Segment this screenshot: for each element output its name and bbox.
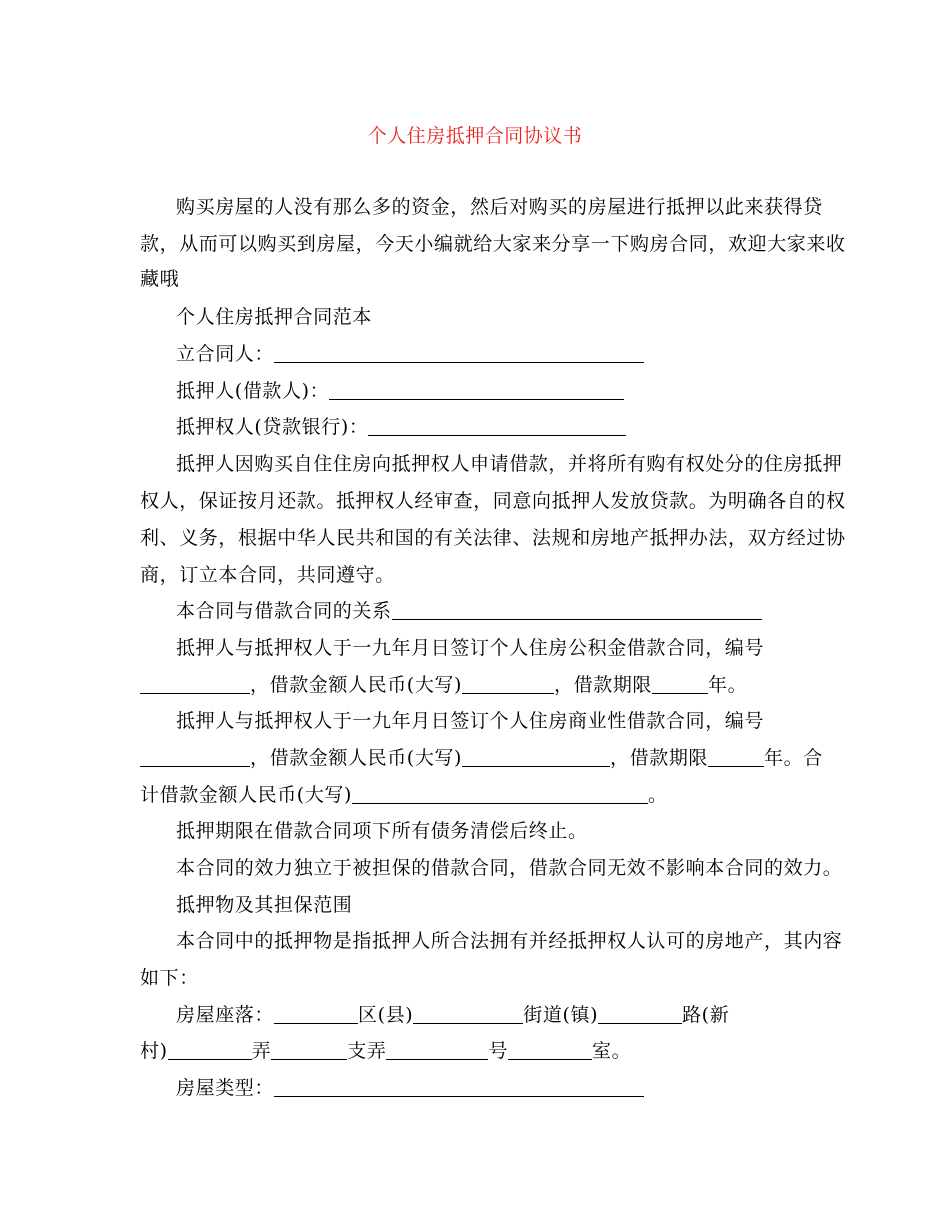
para1-line-1: 抵押人因购买自住住房向抵押权人申请借款，并将所有购有权处分的住房抵押 xyxy=(176,453,843,475)
loan1-number-blank xyxy=(140,674,250,694)
intro-line-1: 购买房屋的人没有那么多的资金，然后对购买的房屋进行抵押以此来获得贷 xyxy=(176,196,823,218)
house-type-blank xyxy=(274,1077,644,1097)
collateral-line-1: 本合同中的抵押物是指抵押人所合法拥有并经抵押权人认可的房地产，其内容 xyxy=(176,930,843,952)
loan1-line-2 xyxy=(140,673,812,697)
address-village: 村) xyxy=(140,1040,168,1062)
para1-line-3: 利、义务，根据中华人民共和国的有关法律、法规和房地产抵押办法，双方经过协 xyxy=(140,527,846,549)
address-lane: 弄 xyxy=(251,1040,272,1062)
loan1-amount-label: ，借款金额人民币(大写) xyxy=(250,674,463,696)
mortgagee-label: 抵押权人(贷款银行)： xyxy=(176,416,369,438)
address-street-blank xyxy=(413,1004,523,1024)
collateral-line-2: 如下： xyxy=(140,967,199,989)
para1-line-2: 权人，保证按月还款。抵押权人经审查，同意向抵押人发放贷款。为明确各自的权 xyxy=(140,490,846,512)
loan2-year-label: 年。合 xyxy=(764,747,823,769)
independence-line: 本合同的效力独立于被担保的借款合同，借款合同无效不影响本合同的效力。 xyxy=(176,857,843,879)
para1-line-4: 商，订立本合同，共同遵守。 xyxy=(140,564,395,586)
mortgagor-label: 抵押人(借款人)： xyxy=(176,380,330,402)
house-type-row xyxy=(176,1076,812,1100)
mortgagor-blank xyxy=(329,380,624,400)
loan1-year-label: 年。 xyxy=(708,674,748,696)
document-title: 个人住房抵押合同协议书 xyxy=(367,125,583,147)
relation-label: 本合同与借款合同的关系 xyxy=(176,600,392,622)
intro-line-2: 款，从而可以购买到房屋，今天小编就给大家来分享一下购房合同，欢迎大家来收 xyxy=(140,233,846,255)
collateral-heading: 抵押物及其担保范围 xyxy=(176,894,353,916)
loan2-term-label: ，借款期限 xyxy=(610,747,709,769)
loan1-amount-blank xyxy=(462,674,554,694)
address-sublane-blank xyxy=(271,1040,347,1060)
address-line-1 xyxy=(176,1003,812,1027)
house-type-label: 房屋类型： xyxy=(176,1077,275,1099)
address-number-blank xyxy=(386,1040,488,1060)
address-district-blank xyxy=(274,1004,358,1024)
loan2-line-3 xyxy=(140,783,812,807)
contract-party-blank xyxy=(274,343,644,363)
loan2-end: 。 xyxy=(648,784,668,806)
address-room: 室。 xyxy=(592,1040,632,1062)
term-end-line: 抵押期限在借款合同项下所有债务清偿后终止。 xyxy=(176,820,588,842)
address-district: 区(县) xyxy=(358,1004,414,1026)
loan2-total-blank xyxy=(352,784,648,804)
loan2-number-blank xyxy=(140,747,250,767)
contract-party-row xyxy=(176,342,812,366)
loan2-amount-blank xyxy=(462,747,610,767)
mortgagee-blank xyxy=(368,416,626,436)
relation-row xyxy=(176,599,812,623)
address-road: 路(新 xyxy=(682,1004,730,1026)
address-number: 号 xyxy=(488,1040,509,1062)
loan2-term-blank xyxy=(708,747,764,767)
loan1-term-blank xyxy=(652,674,708,694)
address-sublane: 支弄 xyxy=(347,1040,387,1062)
loan1-line-1: 抵押人与抵押权人于一九年月日签订个人住房公积金借款合同，编号 xyxy=(176,637,765,659)
address-room-blank xyxy=(508,1040,592,1060)
loan1-term-label: ，借款期限 xyxy=(554,674,653,696)
address-line-2 xyxy=(140,1039,812,1063)
address-street: 街道(镇) xyxy=(523,1004,599,1026)
address-lane-blank xyxy=(168,1040,252,1060)
loan2-line-1: 抵押人与抵押权人于一九年月日签订个人住房商业性借款合同，编号 xyxy=(176,710,765,732)
loan2-line-2 xyxy=(140,746,823,770)
template-heading: 个人住房抵押合同范本 xyxy=(176,306,373,328)
loan2-amount-label: ，借款金额人民币(大写) xyxy=(250,747,463,769)
loan2-total-label: 计借款金额人民币(大写) xyxy=(140,784,353,806)
contract-party-label: 立合同人： xyxy=(176,343,275,365)
address-label: 房屋座落： xyxy=(176,1004,275,1026)
relation-blank xyxy=(392,600,762,620)
mortgagee-row xyxy=(176,415,812,439)
intro-line-3: 藏哦 xyxy=(140,268,180,290)
mortgagor-row xyxy=(176,379,812,403)
address-road-blank xyxy=(598,1004,682,1024)
